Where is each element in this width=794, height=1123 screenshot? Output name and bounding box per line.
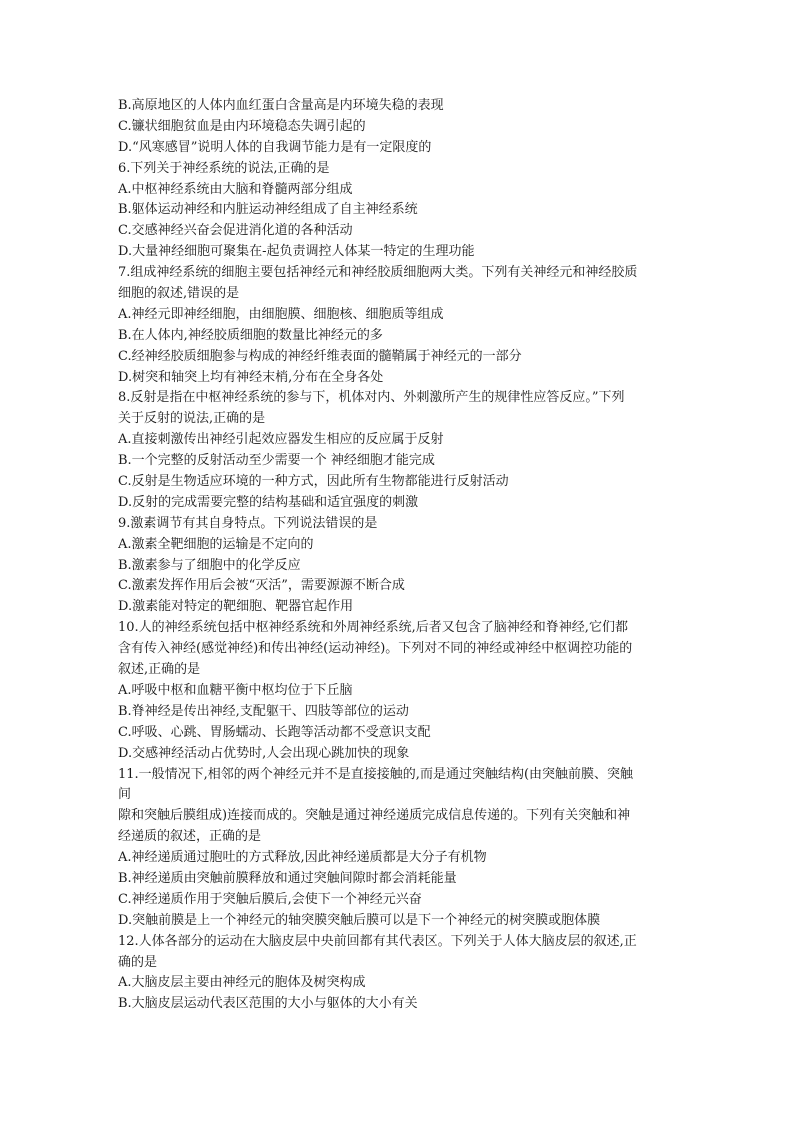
text-line: D.反射的完成需要完整的结构基础和适宜强度的刺激 — [118, 494, 419, 510]
text-line: D.突触前膜是上一个神经元的轴突膜突触后膜可以是下一个神经元的树突膜或胞体膜 — [118, 912, 601, 928]
text-line: 间 — [118, 787, 132, 803]
text-line: C.神经递质作用于突触后膜后,会使下一个神经元兴奋 — [118, 891, 422, 907]
text-line: 隙和突触后膜组成)连接而成的。突触是通过神经递质完成信息传递的。下列有关突触和神 — [118, 808, 631, 824]
text-line: 叙述,正确的是 — [118, 662, 201, 678]
text-line: 11.一般情况下,相邻的两个神经元并不是直接接触的,而是通过突触结构(由突触前膜、突触 — [118, 766, 634, 782]
text-line: D.激素能对特定的靶细胞、靶器官起作用 — [118, 599, 354, 615]
question-text-block — [118, 96, 684, 1015]
text-line: A.激素全靶细胞的运输是不定向的 — [118, 536, 314, 552]
text-line: 细胞的叙述,错误的是 — [118, 286, 240, 302]
text-line: B.大脑皮层运动代表区范围的大小与躯体的大小有关 — [118, 996, 418, 1012]
text-line: B.一个完整的反射活动至少需要一个 神经细胞才能完成 — [118, 453, 435, 469]
text-line: 12.人体各部分的运动在大脑皮层中央前回都有其代表区。下列关于人体大脑皮层的叙述,正 — [118, 933, 637, 949]
text-line: B.高原地区的人体内血红蛋白含量高是内环境失稳的表现 — [118, 98, 444, 113]
text-line: C.镰状细胞贫血是由内环境稳态失调引起的 — [118, 118, 366, 134]
text-line: D.交感神经活动占优势时,人会出现心跳加快的现象 — [118, 745, 410, 761]
text-line: A.中枢神经系统由大脑和脊髓两部分组成 — [118, 181, 353, 197]
text-line: D.大量神经细胞可聚集在-起负责调控人体某一特定的生理功能 — [118, 244, 475, 260]
text-line: D.树突和轴突上均有神经末梢,分布在全身各处 — [118, 369, 384, 385]
text-line: C.呼吸、心跳、胃肠蠕动、长跑等活动都不受意识支配 — [118, 724, 431, 740]
text-line: A.神经递质通过胞吐的方式释放,因此神经递质都是大分子有机物 — [118, 850, 487, 866]
text-line: C.经神经胶质细胞参与构成的神经纤维表面的髓鞘属于神经元的一部分 — [118, 348, 522, 364]
text-line: B.在人体内,神经胶质细胞的数量比神经元的多 — [118, 327, 383, 343]
text-line: A.呼吸中枢和血糖平衡中枢均位于下丘脑 — [118, 682, 353, 698]
text-line: C.交感神经兴奋会促进消化道的各种活动 — [118, 223, 353, 239]
text-line: C.激素发挥作用后会被“灭活”，需要源源不断合成 — [118, 578, 405, 594]
text-line: 确的是 — [118, 954, 158, 970]
text-line: A.大脑皮层主要由神经元的胞体及树突构成 — [118, 975, 366, 991]
text-line: 7.组成神经系统的细胞主要包括神经元和神经胶质细胞两大类。下列有关神经元和神经胶质 — [118, 265, 638, 281]
text-line: 经递质的叙述，正确的是 — [118, 829, 262, 845]
text-line: A.直接刺激传出神经引起效应器发生相应的反应属于反射 — [118, 432, 444, 448]
text-line: 8.反射是指在中枢神经系统的参与下，机体对内、外刺激所产生的规律性应答反应。”下列 — [118, 390, 625, 406]
text-line: 6.下列关于神经系统的说法,正确的是 — [118, 160, 330, 176]
text-line: B.激素参与了细胞中的化学反应 — [118, 557, 301, 573]
text-line: D.“风寒感冒”说明人体的自我调节能力是有一定限度的 — [118, 139, 432, 155]
text-line: B.脊神经是传出神经,支配躯干、四肢等部位的运动 — [118, 703, 409, 719]
text-line: A.神经元即神经细胞，由细胞膜、细胞核、细胞质等组成 — [118, 306, 444, 322]
document-page — [118, 96, 684, 1015]
text-line: 含有传入神经(感觉神经)和传出神经(运动神经)。下列对不同的神经或神经中枢调控功能的 — [118, 641, 633, 657]
text-line: 10.人的神经系统包括中枢神经系统和外周神经系统,后者又包含了脑神经和脊神经,它们都 — [118, 620, 628, 636]
text-line: 9.激素调节有其自身特点。下列说法错误的是 — [118, 515, 378, 531]
text-line: C.反射是生物适应环境的一种方式，因此所有生物都能进行反射活动 — [118, 474, 509, 490]
text-line: 关于反射的说法,正确的是 — [118, 411, 266, 427]
text-line: B.神经递质由突触前膜释放和通过突触间隙时都会消耗能量 — [118, 870, 457, 886]
text-line: B.躯体运动神经和内脏运动神经组成了自主神经系统 — [118, 202, 418, 218]
